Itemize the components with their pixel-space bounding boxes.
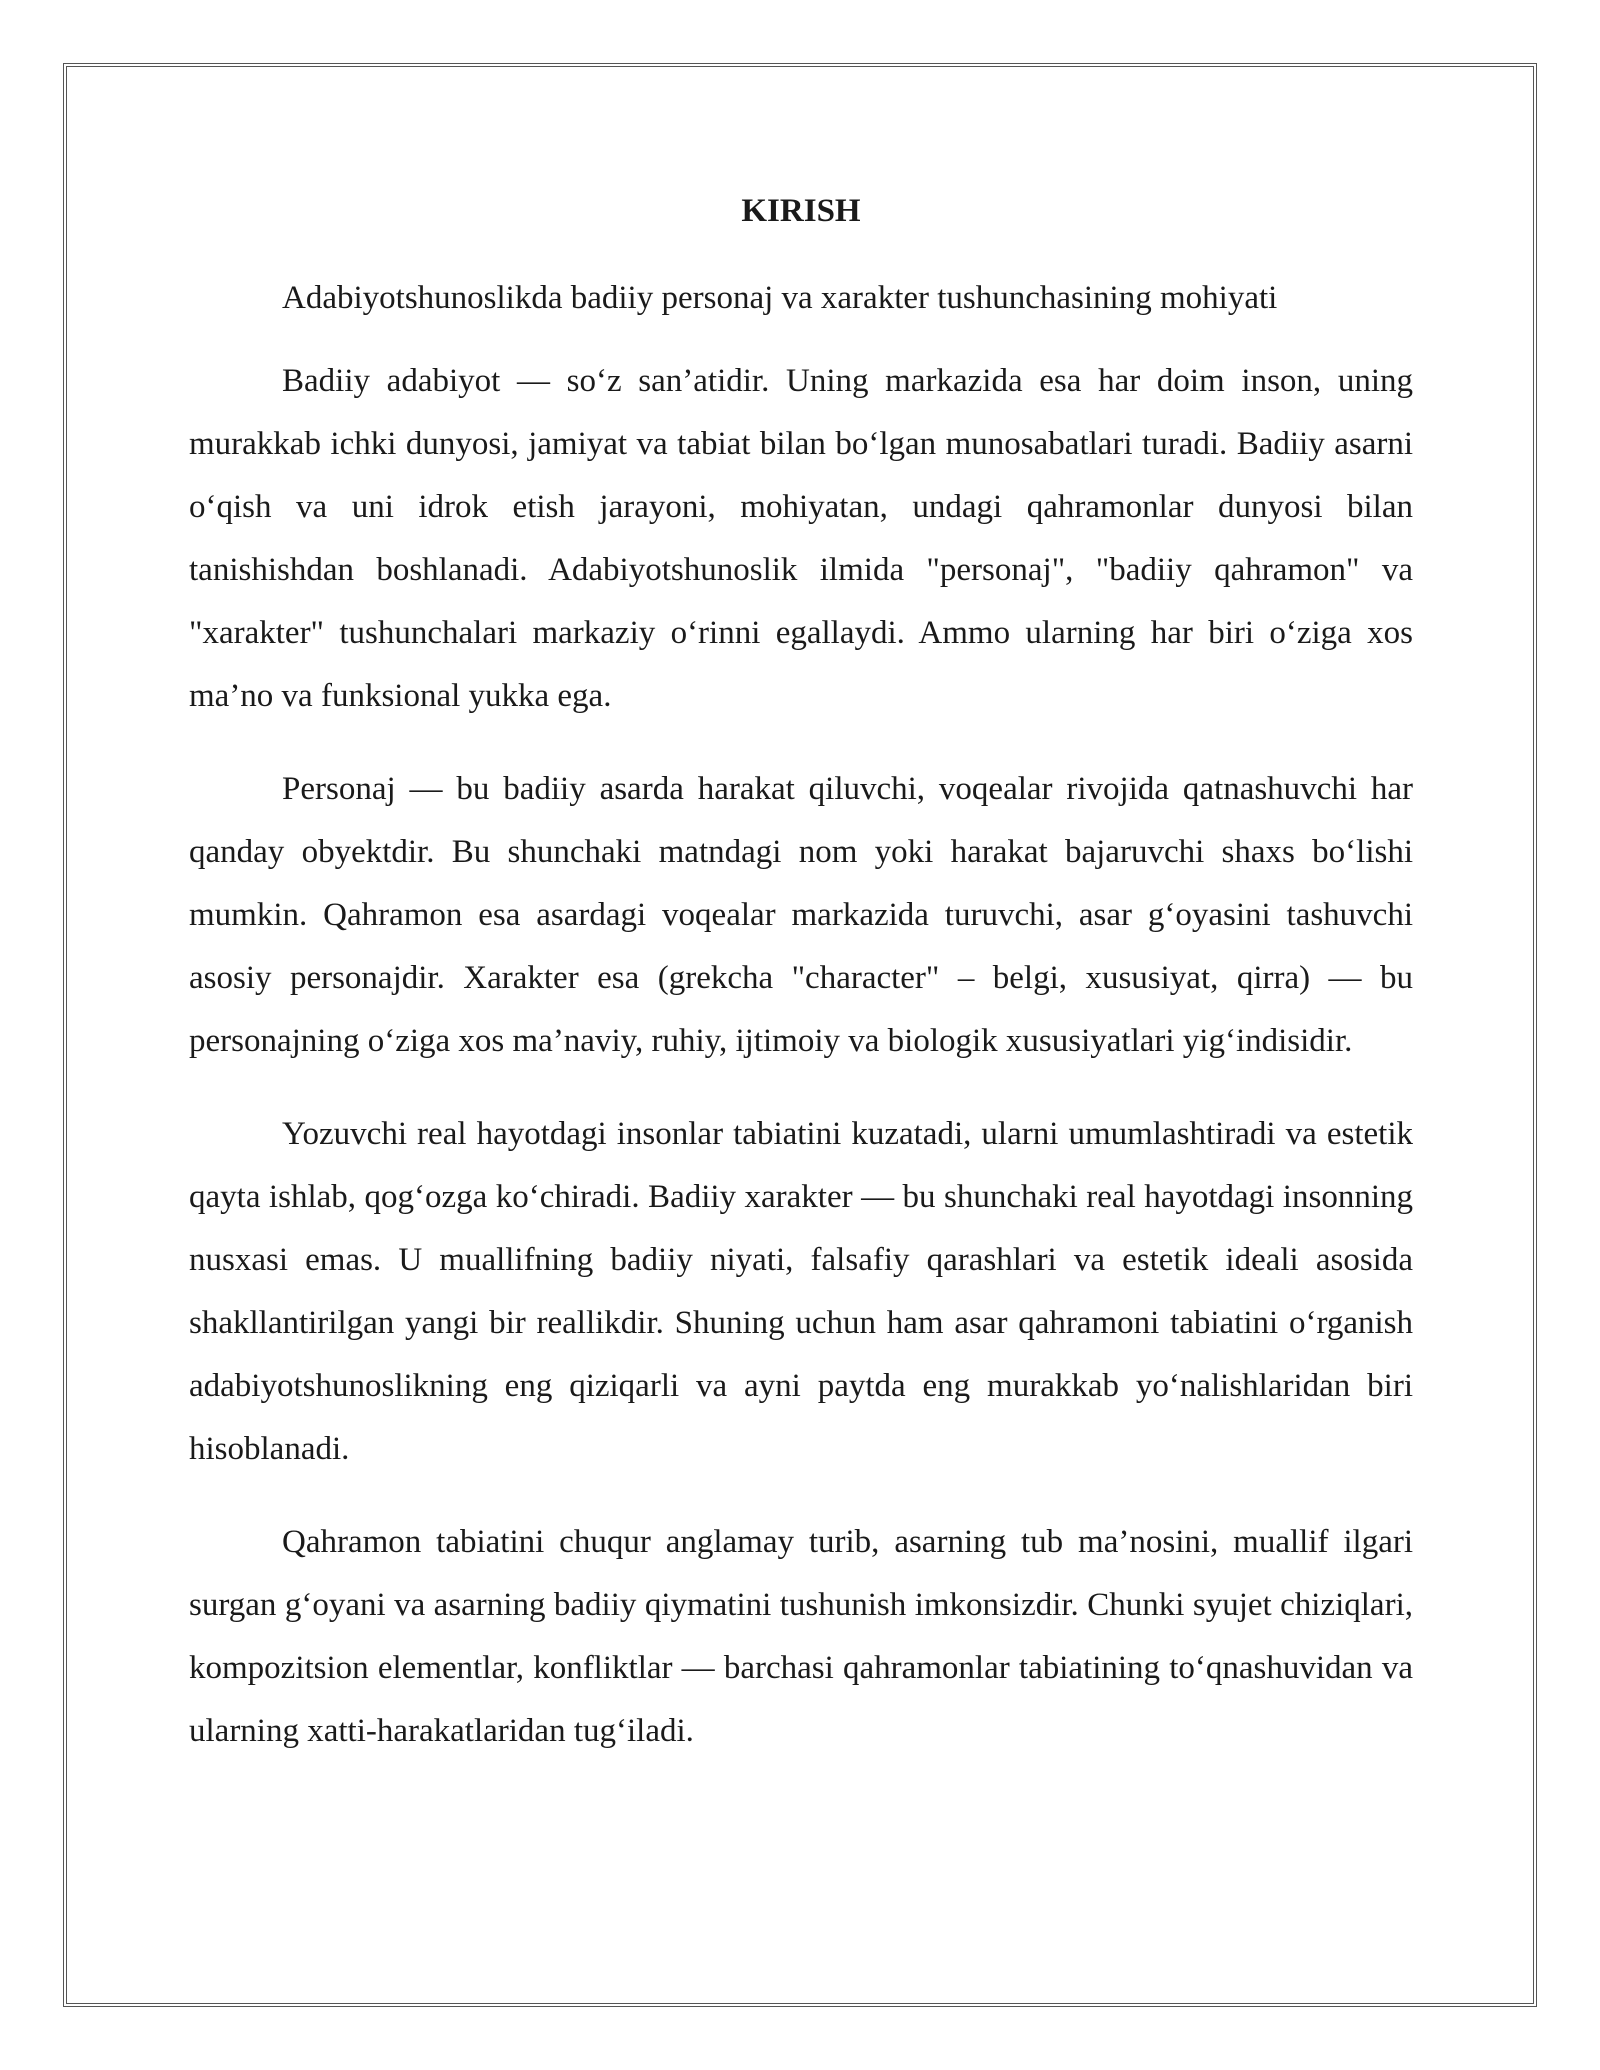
section-subtitle: Adabiyotshunoslikda badiiy personaj va xarakter tushunchasining mohiyati [282, 280, 1278, 316]
paragraph-1: Badiiy adabiyot — so‘z san’atidir. Uning markazida esa har doim inson, uning murakkab ichki dunyosi, jamiyat va tabiat bilan bo‘lgan munosabatlari turadi. Badiiy asarni o‘qish va uni idrok etish jarayoni, mohiyatan, undagi qahramonlar dunyosi bilan tanishishdan boshlanadi. Adabiyotshunoslik ilmida "personaj", "badiiy qahramon" va "xarakter" tushunchalari markaziy o‘rinni egallaydi. Ammo ularning har biri o‘ziga xos ma’no va funksional yukka ega. [189, 363, 1413, 714]
paragraph-4: Qahramon tabiatini chuqur anglamay turib, asarning tub ma’nosini, muallif ilgari surgan g‘oyani va asarning badiiy qiymatini tushunish imkonsizdir. Chunki syujet chiziqlari, kompozitsion elementlar, konfliktlar — barchasi qahramonlar tabiatining to‘qnashuvidan va ularning xatti-harakatlaridan tug‘iladi. [189, 1524, 1413, 1749]
paragraph-2: Personaj — bu badiiy asarda harakat qiluvchi, voqealar rivojida qatnashuvchi har qanday obyektdir. Bu shunchaki matndagi nom yoki harakat bajaruvchi shaxs bo‘lishi mumkin. Qahramon esa asardagi voqealar markazida turuvchi, asar g‘oyasini tashuvchi asosiy personajdir. Xarakter esa (grekcha "character" – belgi, xususiyat, qirra) — bu personajning o‘ziga xos ma’naviy, ruhiy, ijtimoiy va biologik xususiyatlari yig‘indisidir. [189, 771, 1413, 1059]
page-title: KIRISH [741, 193, 861, 229]
document-body [189, 175, 1413, 1793]
paragraph-3: Yozuvchi real hayotdagi insonlar tabiatini kuzatadi, ularni umumlashtiradi va estetik qayta ishlab, qog‘ozga ko‘chiradi. Badiiy xarakter — bu shunchaki real hayotdagi insonning nusxasi emas. U muallifning badiiy niyati, falsafiy qarashlari va estetik ideali asosida shakllantirilgan yangi bir reallikdir. Shuning uchun ham asar qahramoni tabiatini o‘rganish adabiyotshunoslikning eng qiziqarli va ayni paytda eng murakkab yo‘nalishlaridan biri hisoblanadi. [189, 1116, 1413, 1467]
